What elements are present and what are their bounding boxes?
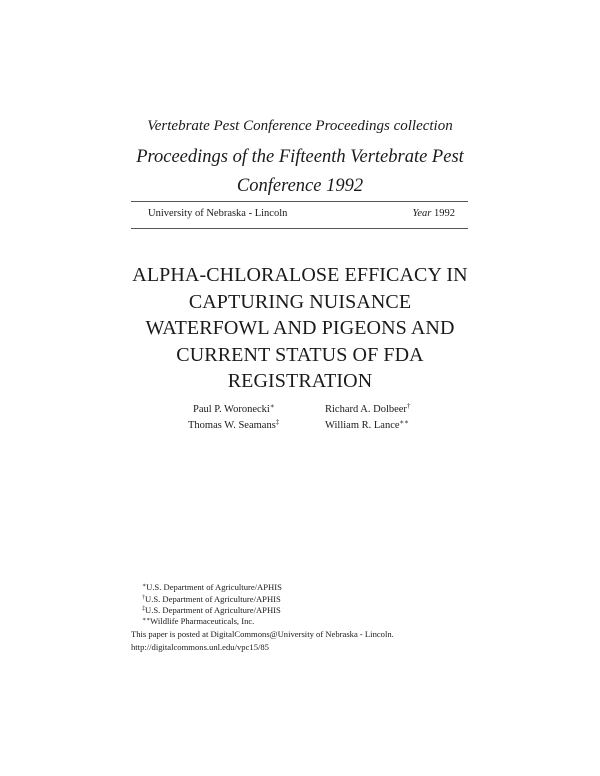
author-woronecki: [193, 402, 275, 415]
title-line: ALPHA-CHLORALOSE EFFICACY IN: [132, 264, 468, 286]
affiliation-mark: ‡: [142, 606, 145, 612]
year-value: 1992: [434, 208, 455, 219]
year-label: Year: [412, 208, 432, 219]
posting-note: This paper is posted at DigitalCommons@University of Nebraska - Lincoln.: [131, 629, 394, 639]
author-mark: ∗: [269, 402, 275, 410]
collection-name: Vertebrate Pest Conference Proceedings collection: [147, 118, 453, 134]
institution: University of Nebraska - Lincoln: [148, 208, 288, 219]
title-line: WATERFOWL AND PIGEONS AND: [145, 317, 455, 339]
title-line: CURRENT STATUS OF FDA: [176, 343, 424, 366]
affiliation-text: U.S. Department of Agriculture/APHIS: [145, 594, 281, 604]
paper-url[interactable]: http://digitalcommons.unl.edu/vpc15/85: [131, 642, 269, 652]
author-lance: [325, 418, 409, 431]
author-name: Richard A. Dolbeer: [325, 404, 407, 415]
paper-title: [100, 262, 500, 395]
author-name: Paul P. Woronecki: [193, 404, 270, 415]
proceedings-title-line-1: Proceedings of the Fifteenth Vertebrate Pest: [136, 147, 464, 167]
proceedings-title-line-2: Conference 1992: [236, 176, 364, 196]
title-line: CAPTURING NUISANCE: [188, 290, 412, 313]
header-rule-top: [131, 201, 468, 202]
title-line: REGISTRATION: [227, 370, 373, 392]
affiliation-text: Wildlife Pharmaceuticals, Inc.: [150, 616, 255, 626]
author-name: William R. Lance: [325, 420, 400, 431]
affiliation-text: U.S. Department of Agriculture/APHIS: [145, 605, 281, 615]
author-mark: ∗∗: [399, 418, 410, 426]
affiliation: [142, 616, 254, 626]
affiliation-mark: ∗∗: [142, 617, 151, 623]
affiliation-mark: ∗: [142, 583, 147, 589]
affiliation: [142, 582, 282, 592]
affiliation: [142, 594, 281, 604]
author-mark: †: [406, 402, 411, 410]
header-rule-bottom: [131, 228, 468, 229]
author-dolbeer: [325, 402, 410, 415]
affiliation: [142, 605, 281, 615]
author-mark: ‡: [275, 418, 280, 426]
author-seamans: [188, 418, 279, 431]
affiliation-text: U.S. Department of Agriculture/APHIS: [146, 582, 282, 592]
year: [413, 208, 456, 219]
author-name: Thomas W. Seamans: [188, 420, 276, 431]
affiliation-mark: †: [142, 595, 145, 601]
